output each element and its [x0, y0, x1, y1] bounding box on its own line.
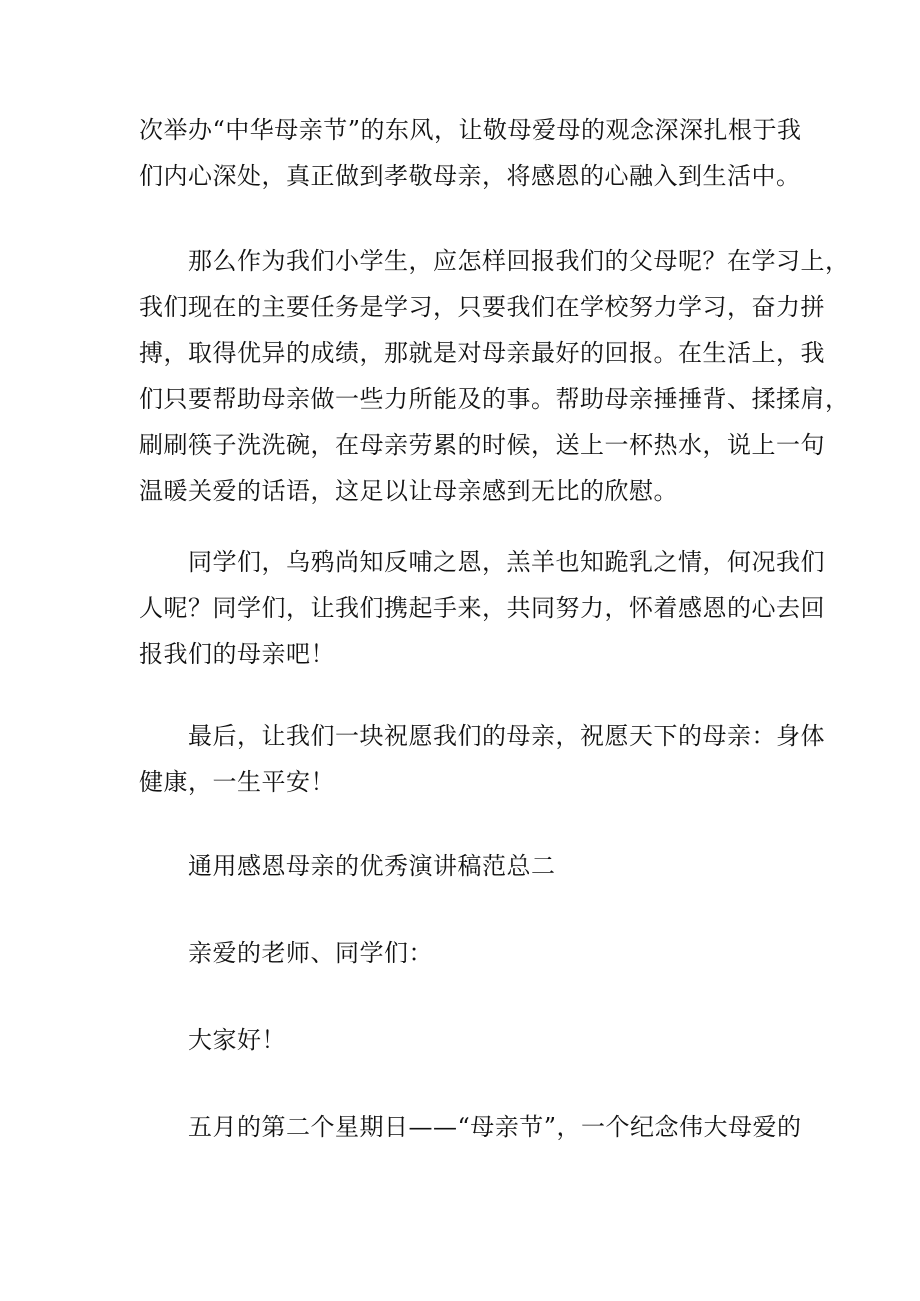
- paragraph-line: 我们现在的主要任务是学习，只要我们在学校努力学习，奋力拼: [139, 293, 825, 321]
- paragraph-continuation: [139, 107, 802, 199]
- paragraph-line: 亲爱的老师、同学们：: [188, 939, 433, 967]
- paragraph-line: 最后，让我们一块祝愿我们的母亲，祝愿天下的母亲：身体: [188, 722, 825, 750]
- paragraph-line: 同学们，乌鸦尚知反哺之恩，羔羊也知跪乳之情，何况我们: [188, 548, 825, 576]
- paragraph-line: 健康，一生平安！: [139, 768, 335, 796]
- paragraph-line: 搏，取得优异的成绩，那就是对母亲最好的回报。在生活上，我: [139, 339, 825, 367]
- paragraph-line: 报我们的母亲吧！: [139, 640, 335, 668]
- paragraph-classmates: [139, 539, 825, 677]
- paragraph-how-to-repay: [139, 238, 850, 514]
- paragraph-line: 温暖关爱的话语，这足以让母亲感到无比的欣慰。: [139, 477, 678, 505]
- paragraph-line: 通用感恩母亲的优秀演讲稿范总二: [188, 852, 556, 880]
- paragraph-line: 刷刷筷子洗洗碗，在母亲劳累的时候，送上一杯热水，说上一句: [139, 431, 825, 459]
- greeting: [139, 1017, 789, 1063]
- paragraph-line: 们只要帮助母亲做一些力所能及的事。帮助母亲捶捶背、揉揉肩，: [139, 385, 850, 413]
- paragraph-line: 们内心深处，真正做到孝敬母亲，将感恩的心融入到生活中。: [139, 162, 801, 190]
- paragraph-line: 大家好！: [188, 1026, 286, 1054]
- salutation: [139, 930, 789, 976]
- paragraph-mothers-day: [139, 1104, 802, 1150]
- section-heading: [139, 843, 789, 889]
- paragraph-line: 次举办“中华母亲节”的东风，让敬母爱母的观念深深扎根于我: [139, 116, 802, 144]
- paragraph-final-wish: [139, 713, 825, 805]
- paragraph-line: 五月的第二个星期日——“母亲节”，一个纪念伟大母爱的: [188, 1113, 802, 1141]
- paragraph-line: 那么作为我们小学生，应怎样回报我们的父母呢？在学习上，: [188, 247, 850, 275]
- paragraph-line: 人呢？同学们，让我们携起手来，共同努力，怀着感恩的心去回: [139, 594, 825, 622]
